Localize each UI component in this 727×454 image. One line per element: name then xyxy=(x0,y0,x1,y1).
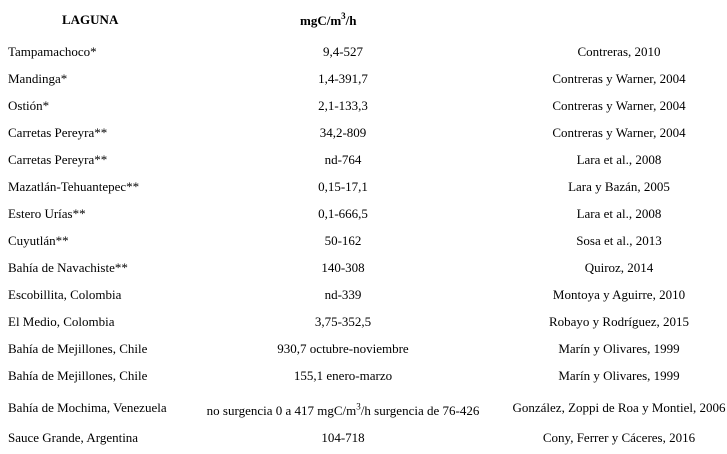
cell-laguna: Cuyutlán** xyxy=(8,233,69,248)
cell-laguna: Ostión* xyxy=(8,98,50,113)
cell-laguna: Bahía de Mochima, Venezuela xyxy=(8,400,167,415)
cell-laguna: Escobillita, Colombia xyxy=(8,287,122,302)
table-row xyxy=(0,179,727,199)
table-row xyxy=(0,400,727,420)
cell-referencia: Marín y Olivares, 1999 xyxy=(558,368,680,383)
header-unit-suffix: /h xyxy=(345,13,357,28)
table-row xyxy=(0,260,727,280)
cell-laguna: Bahía de Mejillones, Chile xyxy=(8,341,148,356)
header-unit-prefix: mgC/m xyxy=(300,13,342,28)
table-row xyxy=(0,71,727,91)
cell-laguna: Carretas Pereyra** xyxy=(8,152,108,167)
cell-valor-part-a: no surgencia 0 a 417 mgC/m xyxy=(206,403,357,418)
header-laguna: LAGUNA xyxy=(62,12,119,27)
cell-referencia: Marín y Olivares, 1999 xyxy=(558,341,680,356)
cell-valor: 140-308 xyxy=(321,260,365,275)
cell-valor: 155,1 enero-marzo xyxy=(293,368,393,383)
cell-valor-exponent: 3 xyxy=(356,401,361,412)
cell-valor: 34,2-809 xyxy=(319,125,367,140)
cell-referencia: Quiroz, 2014 xyxy=(584,260,654,275)
cell-laguna: Sauce Grande, Argentina xyxy=(8,430,139,445)
cell-valor-part-b: /h surgencia de 76-426 xyxy=(360,403,480,418)
cell-valor: nd-339 xyxy=(324,287,362,302)
cell-valor: 104-718 xyxy=(321,430,365,445)
cell-referencia: Lara et al., 2008 xyxy=(576,152,662,167)
cell-laguna: Bahía de Mejillones, Chile xyxy=(8,368,148,383)
table-row xyxy=(0,98,727,118)
cell-valor: 50-162 xyxy=(324,233,362,248)
cell-laguna: El Medio, Colombia xyxy=(8,314,115,329)
table-row xyxy=(0,152,727,172)
cell-referencia: Lara et al., 2008 xyxy=(576,206,662,221)
cell-referencia: Montoya y Aguirre, 2010 xyxy=(552,287,686,302)
cell-laguna: Carretas Pereyra** xyxy=(8,125,108,140)
cell-referencia: González, Zoppi de Roa y Montiel, 2006 xyxy=(512,400,726,415)
cell-valor: 930,7 octubre-noviembre xyxy=(277,341,409,356)
cell-referencia: Contreras, 2010 xyxy=(577,44,661,59)
table-row xyxy=(0,125,727,145)
table-row xyxy=(0,287,727,307)
cell-laguna: Tampamachoco* xyxy=(8,44,97,59)
cell-laguna: Mazatlán-Tehuantepec** xyxy=(8,179,140,194)
table-row xyxy=(0,233,727,253)
table-row xyxy=(0,314,727,334)
cell-referencia: Lara y Bazán, 2005 xyxy=(568,179,670,194)
cell-laguna: Mandinga* xyxy=(8,71,68,86)
cell-referencia: Contreras y Warner, 2004 xyxy=(552,71,686,86)
table-row xyxy=(0,206,727,226)
cell-laguna: Estero Urías** xyxy=(8,206,86,221)
cell-valor: 2,1-133,3 xyxy=(318,98,368,113)
cell-referencia: Robayo y Rodríguez, 2015 xyxy=(548,314,690,329)
header-unit-exponent: 3 xyxy=(341,10,346,21)
cell-valor: 0,15-17,1 xyxy=(318,179,368,194)
cell-referencia: Cony, Ferrer y Cáceres, 2016 xyxy=(542,430,696,445)
cell-referencia: Contreras y Warner, 2004 xyxy=(552,98,686,113)
table-row xyxy=(0,341,727,361)
cell-valor xyxy=(190,403,496,419)
cell-referencia: Sosa et al., 2013 xyxy=(576,233,662,248)
cell-valor: 3,75-352,5 xyxy=(314,314,372,329)
table-row xyxy=(0,368,727,388)
cell-valor: 0,1-666,5 xyxy=(318,206,368,221)
header-unit xyxy=(300,10,357,29)
cell-referencia: Contreras y Warner, 2004 xyxy=(552,125,686,140)
cell-valor: nd-764 xyxy=(324,152,362,167)
table-row xyxy=(0,430,727,450)
cell-laguna: Bahía de Navachiste** xyxy=(8,260,128,275)
cell-valor: 9,4-527 xyxy=(322,44,364,59)
cell-valor: 1,4-391,7 xyxy=(318,71,368,86)
table-row xyxy=(0,44,727,64)
